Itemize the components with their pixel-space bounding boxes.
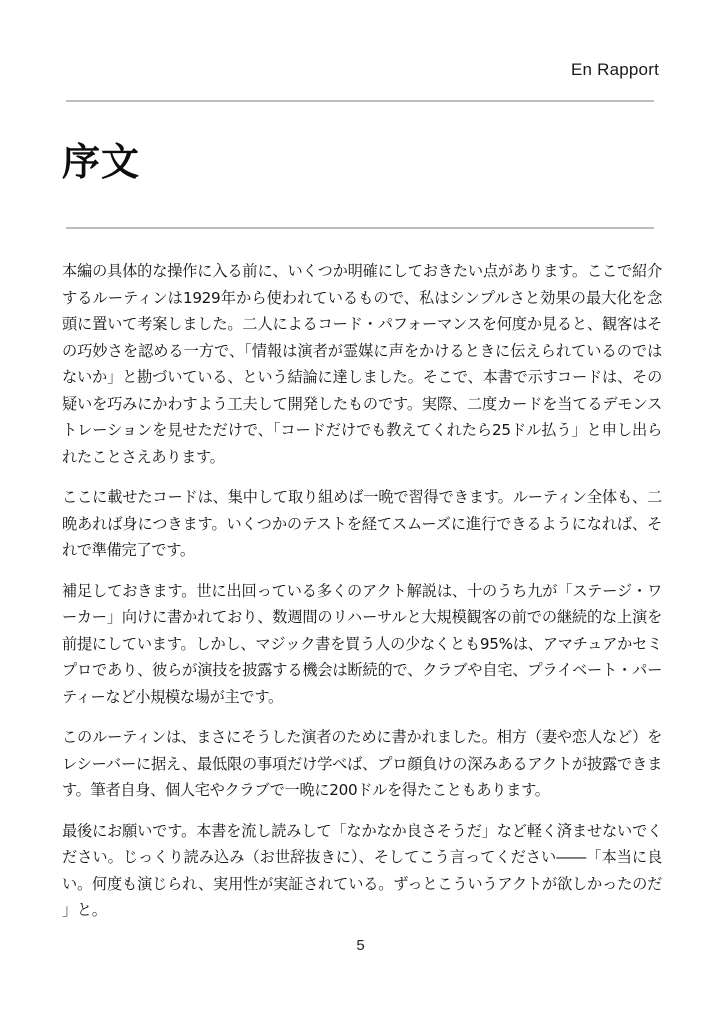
paragraph-3: 補足しておきます。世に出回っている多くのアクト解説は、十のうち九が「ステージ・ワーカー」向けに書かれており、数週間のリハーサルと大規模観客の前での継続的な上演を前提にしています。しかし、マジック書を買う人の少なくとも95%は、アマチュアかセミプロであり、彼らが演技を披露する機会は断続的で、クラブや自宅、プライベート・パーティーなど小規模な場が主です。 xyxy=(62,581,662,706)
header-divider xyxy=(66,100,654,102)
paragraph-5: 最後にお願いです。本書を流し読みして「なかなか良さそうだ」など軽く済ませないでください。じっくり読み込み（お世辞抜きに）、そしてこう言ってください――「本当に良い。何度も演じられ、実用性が実証されている。ずっとこういうアクトが欲しかったのだ」と。 xyxy=(62,821,662,919)
body-text xyxy=(62,258,662,938)
paragraph-4: このルーティンは、まさにそうした演者のために書かれました。相方（妻や恋人など）をレシーバーに据え、最低限の事項だけ学べば、プロ顔負けの深みあるアクトが披露できます。筆者自身、個人宅やクラブで一晩に200ドルを得たこともあります。 xyxy=(62,728,662,799)
title-divider xyxy=(66,227,654,229)
running-header-title: En Rapport xyxy=(571,60,659,79)
chapter-title: 序文 xyxy=(62,140,141,184)
page-number: 5 xyxy=(356,937,365,954)
paragraph-2: ここに載せたコードは、集中して取り組めば一晩で習得できます。ルーティン全体も、二晩あれば身につきます。いくつかのテストを経てスムーズに進行できるようになれば、それで準備完了です。 xyxy=(62,488,662,559)
paragraph-1: 本編の具体的な操作に入る前に、いくつか明確にしておきたい点があります。ここで紹介するルーティンは1929年から使われているもので、私はシンプルさと効果の最大化を念頭に置いて考案しました。二人によるコード・パフォーマンスを何度か見ると、観客はその巧妙さを認める一方で、「情報は演者が霊媒に声をかけるときに伝えられているのではないか」と勘づいている、という結論に達しました。そこで、本書で示すコードは、その疑いを巧みにかわすよう工夫して開発したものです。実際、二度カードを当てるデモンストレーションを見せただけで、「コードだけでも教えてくれたら25ドル払う」と申し出られたことさえあります。 xyxy=(62,262,662,466)
